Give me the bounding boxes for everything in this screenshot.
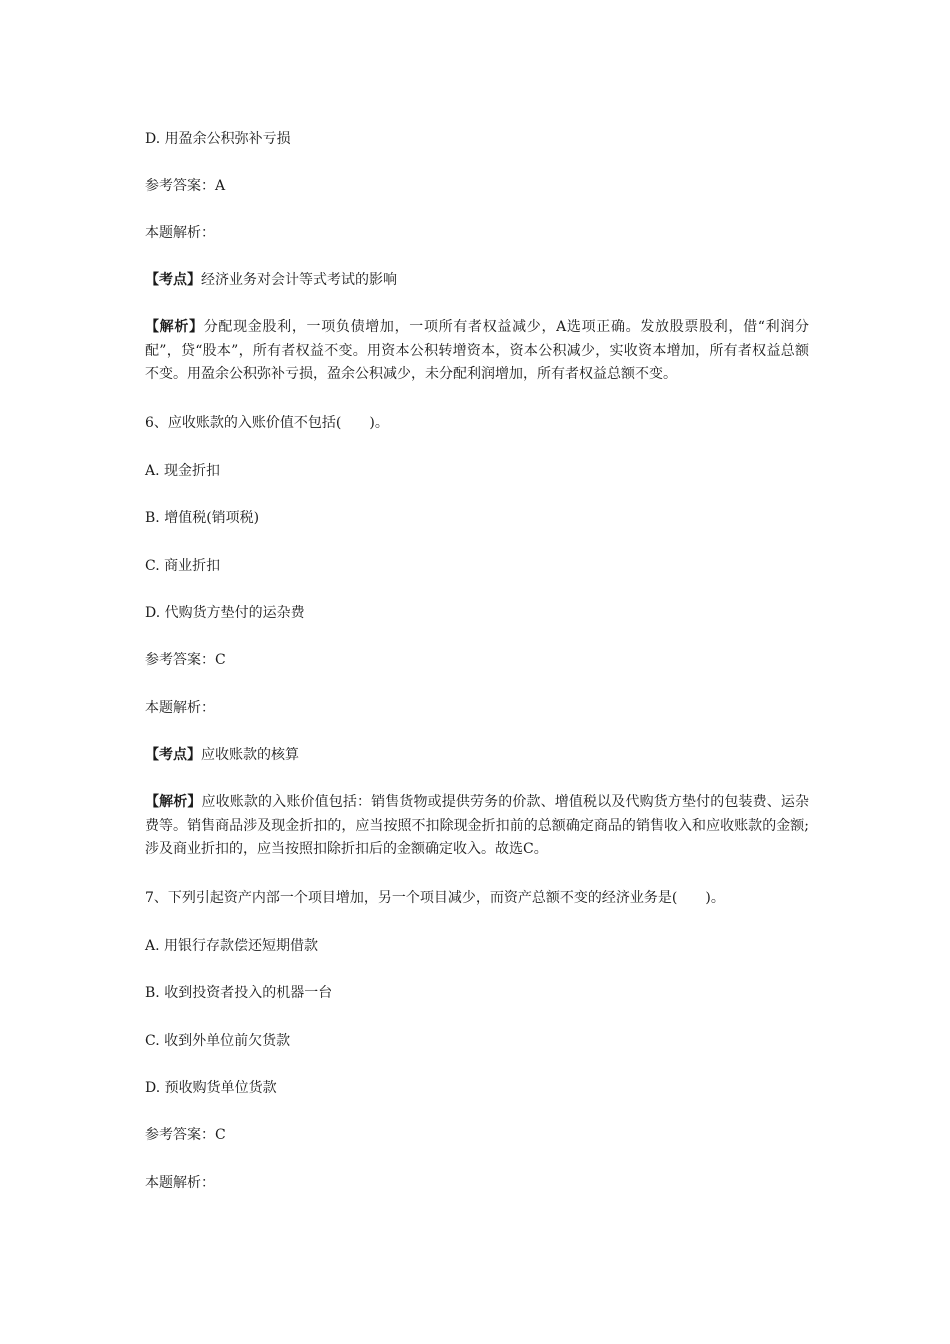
q6-kaodian-tag: 【考点】	[145, 747, 201, 763]
q7-option-b: B. 收到投资者投入的机器一台	[145, 985, 333, 1001]
q6-option-b: B. 增值税(销项税)	[145, 510, 260, 526]
q7-option-c: C. 收到外单位前欠货款	[145, 1033, 291, 1049]
q6-kaodian	[145, 744, 815, 766]
q6-jiexi	[145, 791, 809, 862]
q6-question: 6、应收账款的入账价值不包括( )。	[145, 415, 389, 431]
q5-jiexi-text: 分配现金股利，一项负债增加，一项所有者权益减少，A选项正确。发放股票股利，借“利润分配”，贷“股本”，所有者权益不变。用资本公积转增资本，资本公积减少，实收资本增加，所有者权益总额不变。用盈余公积弥补亏损，盈余公积减少，未分配利润增加，所有者权益总额不变。	[145, 319, 810, 382]
q5-kaodian	[145, 269, 815, 291]
q5-jiexi-tag: 【解析】	[145, 319, 204, 335]
q5-analysis-heading: 本题解析：	[145, 225, 215, 241]
q7-option-a: A. 用银行存款偿还短期借款	[145, 938, 319, 954]
q7-option-d: D. 预收购货单位货款	[145, 1080, 277, 1096]
q6-jiexi-tag: 【解析】	[145, 794, 202, 810]
q7-question: 7、下列引起资产内部一个项目增加，另一个项目减少，而资产总额不变的经济业务是( )。	[145, 890, 725, 906]
q5-kaodian-text: 经济业务对会计等式考试的影响	[201, 272, 397, 288]
q5-kaodian-tag: 【考点】	[145, 272, 201, 288]
q6-option-d: D. 代购货方垫付的运杂费	[145, 605, 305, 621]
q6-analysis-heading: 本题解析：	[145, 700, 215, 716]
q6-option-a: A. 现金折扣	[145, 463, 221, 479]
q5-option-d: D. 用盈余公积弥补亏损	[145, 131, 291, 147]
q6-kaodian-text: 应收账款的核算	[201, 747, 299, 763]
q5-answer: 参考答案：A	[145, 178, 226, 194]
q6-option-c: C. 商业折扣	[145, 558, 221, 574]
q7-analysis-heading: 本题解析：	[145, 1175, 215, 1191]
q6-answer: 参考答案：C	[145, 652, 226, 668]
q7-answer: 参考答案：C	[145, 1127, 226, 1143]
q6-jiexi-text: 应收账款的入账价值包括：销售货物或提供劳务的价款、增值税以及代购货方垫付的包装费、运杂费等。销售商品涉及现金折扣的，应当按照不扣除现金折扣前的总额确定商品的销售收入和应收账款的金额;涉及商业折扣的，应当按照扣除折扣后的金额确定收入。故选C。	[145, 794, 810, 857]
q5-jiexi	[145, 316, 809, 387]
